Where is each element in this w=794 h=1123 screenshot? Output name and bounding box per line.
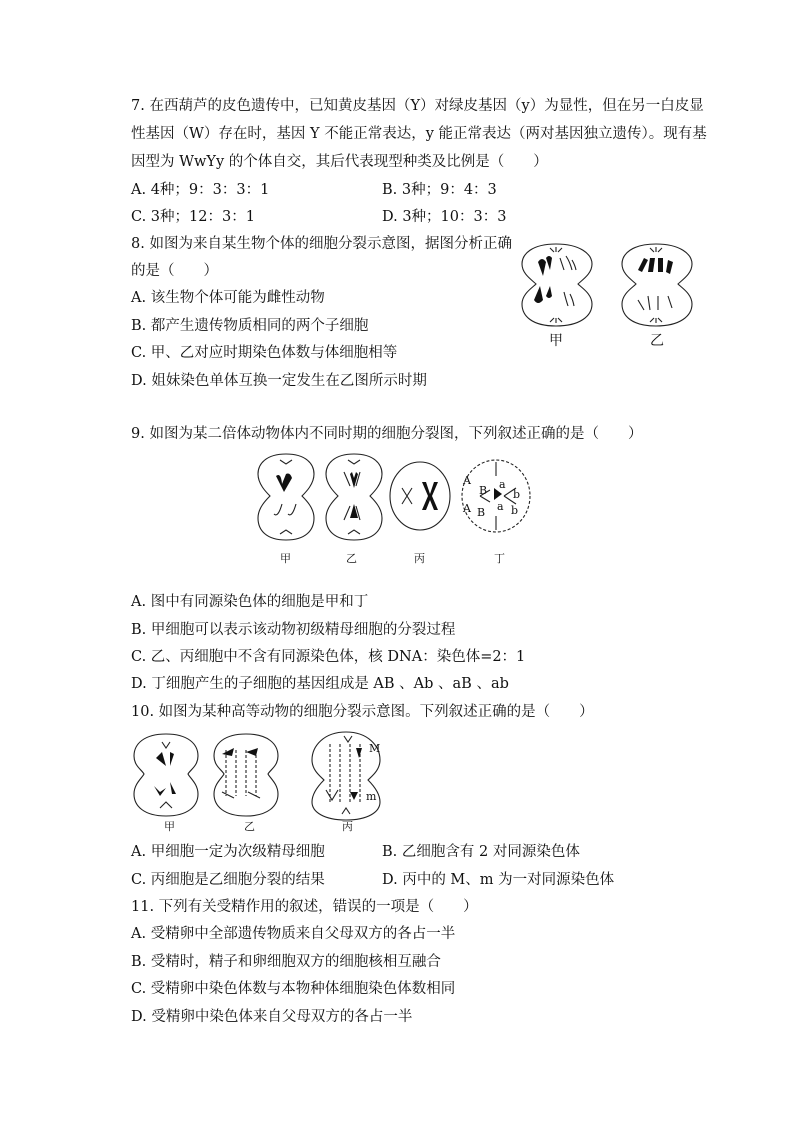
- q9-figure-label-bing: 丙: [414, 552, 425, 565]
- q10-gene-M: M: [369, 742, 381, 755]
- q8-cell-yi: [622, 244, 692, 326]
- q8-figure-label-yi: 乙: [650, 333, 664, 349]
- q9-cell-bing: [390, 462, 450, 530]
- q11-option-c: C. 受精卵中染色体数与本物种体细胞染色体数相同: [131, 981, 456, 997]
- q8-stem-line-2: 的是（ ）: [131, 263, 218, 279]
- q8-stem-line-1: 8. 如图为来自某生物个体的细胞分裂示意图，据图分析正确: [131, 236, 512, 252]
- q9-gene-a-lower: a: [497, 500, 504, 513]
- q7-stem-line-2: 性基因（W）存在时，基因 Y 不能正常表达，y 能正常表达（两对基因独立遗传）。现有基: [131, 126, 707, 142]
- q10-cell-yi: [214, 734, 278, 816]
- q9-gene-B-upper: B: [479, 484, 488, 497]
- q9-option-a: A. 图中有同源染色体的细胞是甲和丁: [131, 594, 369, 610]
- q7-option-a: A. 4种；9：3：3：1: [131, 182, 270, 198]
- q9-figure-label-jia: 甲: [280, 552, 291, 565]
- q9-cell-yi: [326, 454, 382, 540]
- q10-option-b: B. 乙细胞含有 2 对同源染色体: [382, 844, 580, 860]
- q11-option-d: D. 受精卵中染色体来自父母双方的各占一半: [131, 1009, 413, 1025]
- q8-cell-jia: [522, 244, 592, 326]
- q7-option-b: B. 3种；9：4：3: [382, 182, 497, 198]
- q8-option-c: C. 甲、乙对应时期染色体数与体细胞相等: [131, 345, 398, 361]
- q9-option-c: C. 乙、丙细胞中不含有同源染色体，核 DNA：染色体=2：1: [131, 649, 526, 665]
- q11-option-b: B. 受精时，精子和卵细胞双方的细胞核相互融合: [131, 954, 441, 970]
- q9-cell-jia: [258, 454, 314, 540]
- q8-figure-label-jia: 甲: [549, 333, 563, 349]
- q9-gene-A-upper: A: [463, 474, 471, 487]
- q10-option-a: A. 甲细胞一定为次级精母细胞: [131, 844, 325, 860]
- q7-stem-line-3: 因型为 WwYy 的个体自交，其后代表现型种类及比例是（ ）: [131, 154, 548, 170]
- q10-figure-label-jia: 甲: [164, 820, 175, 833]
- q9-stem: 9. 如图为某二倍体动物体内不同时期的细胞分裂图，下列叙述正确的是（ ）: [131, 426, 643, 442]
- q9-figure-label-ding: 丁: [494, 552, 505, 565]
- q9-cell-figure: [256, 452, 536, 544]
- q9-gene-b-upper: b: [513, 488, 521, 501]
- q11-option-a: A. 受精卵中全部遗传物质来自父母双方的各占一半: [131, 926, 456, 942]
- q9-gene-A-lower: A: [463, 502, 471, 515]
- q9-option-d: D. 丁细胞产生的子细胞的基因组成是 AB 、Ab 、aB 、ab: [131, 676, 509, 692]
- q9-gene-a-upper: a: [499, 478, 506, 491]
- q11-stem: 11. 下列有关受精作用的叙述，错误的一项是（ ）: [131, 899, 478, 915]
- q10-gene-m: m: [366, 790, 377, 803]
- q10-figure-label-bing: 丙: [342, 820, 353, 833]
- q8-option-a: A. 该生物个体可能为雌性动物: [131, 290, 325, 306]
- q8-option-d: D. 姐妹染色单体互换一定发生在乙图所示时期: [131, 373, 427, 389]
- q7-option-d: D. 3种；10：3：3: [382, 209, 507, 225]
- q10-option-d: D. 丙中的 M、m 为一对同源染色体: [382, 872, 615, 888]
- q10-cell-jia: [134, 734, 198, 816]
- q10-cell-figure: [132, 730, 388, 820]
- q9-option-b: B. 甲细胞可以表示该动物初级精母细胞的分裂过程: [131, 622, 456, 638]
- q9-figure-label-yi: 乙: [346, 552, 357, 565]
- q7-stem-line-1: 7. 在西葫芦的皮色遗传中，已知黄皮基因（Y）对绿皮基因（y）为显性，但在另一白皮显: [131, 98, 704, 114]
- q10-stem: 10. 如图为某种高等动物的细胞分裂示意图。下列叙述正确的是（ ）: [131, 704, 594, 720]
- q7-option-c: C. 3种；12：3：1: [131, 209, 255, 225]
- q10-option-c: C. 丙细胞是乙细胞分裂的结果: [131, 872, 325, 888]
- q8-cell-figure: [520, 240, 700, 330]
- q9-gene-B-lower: B: [477, 506, 486, 519]
- q10-figure-label-yi: 乙: [244, 820, 255, 833]
- q9-gene-b-lower: b: [511, 504, 519, 517]
- q8-option-b: B. 都产生遗传物质相同的两个子细胞: [131, 318, 369, 334]
